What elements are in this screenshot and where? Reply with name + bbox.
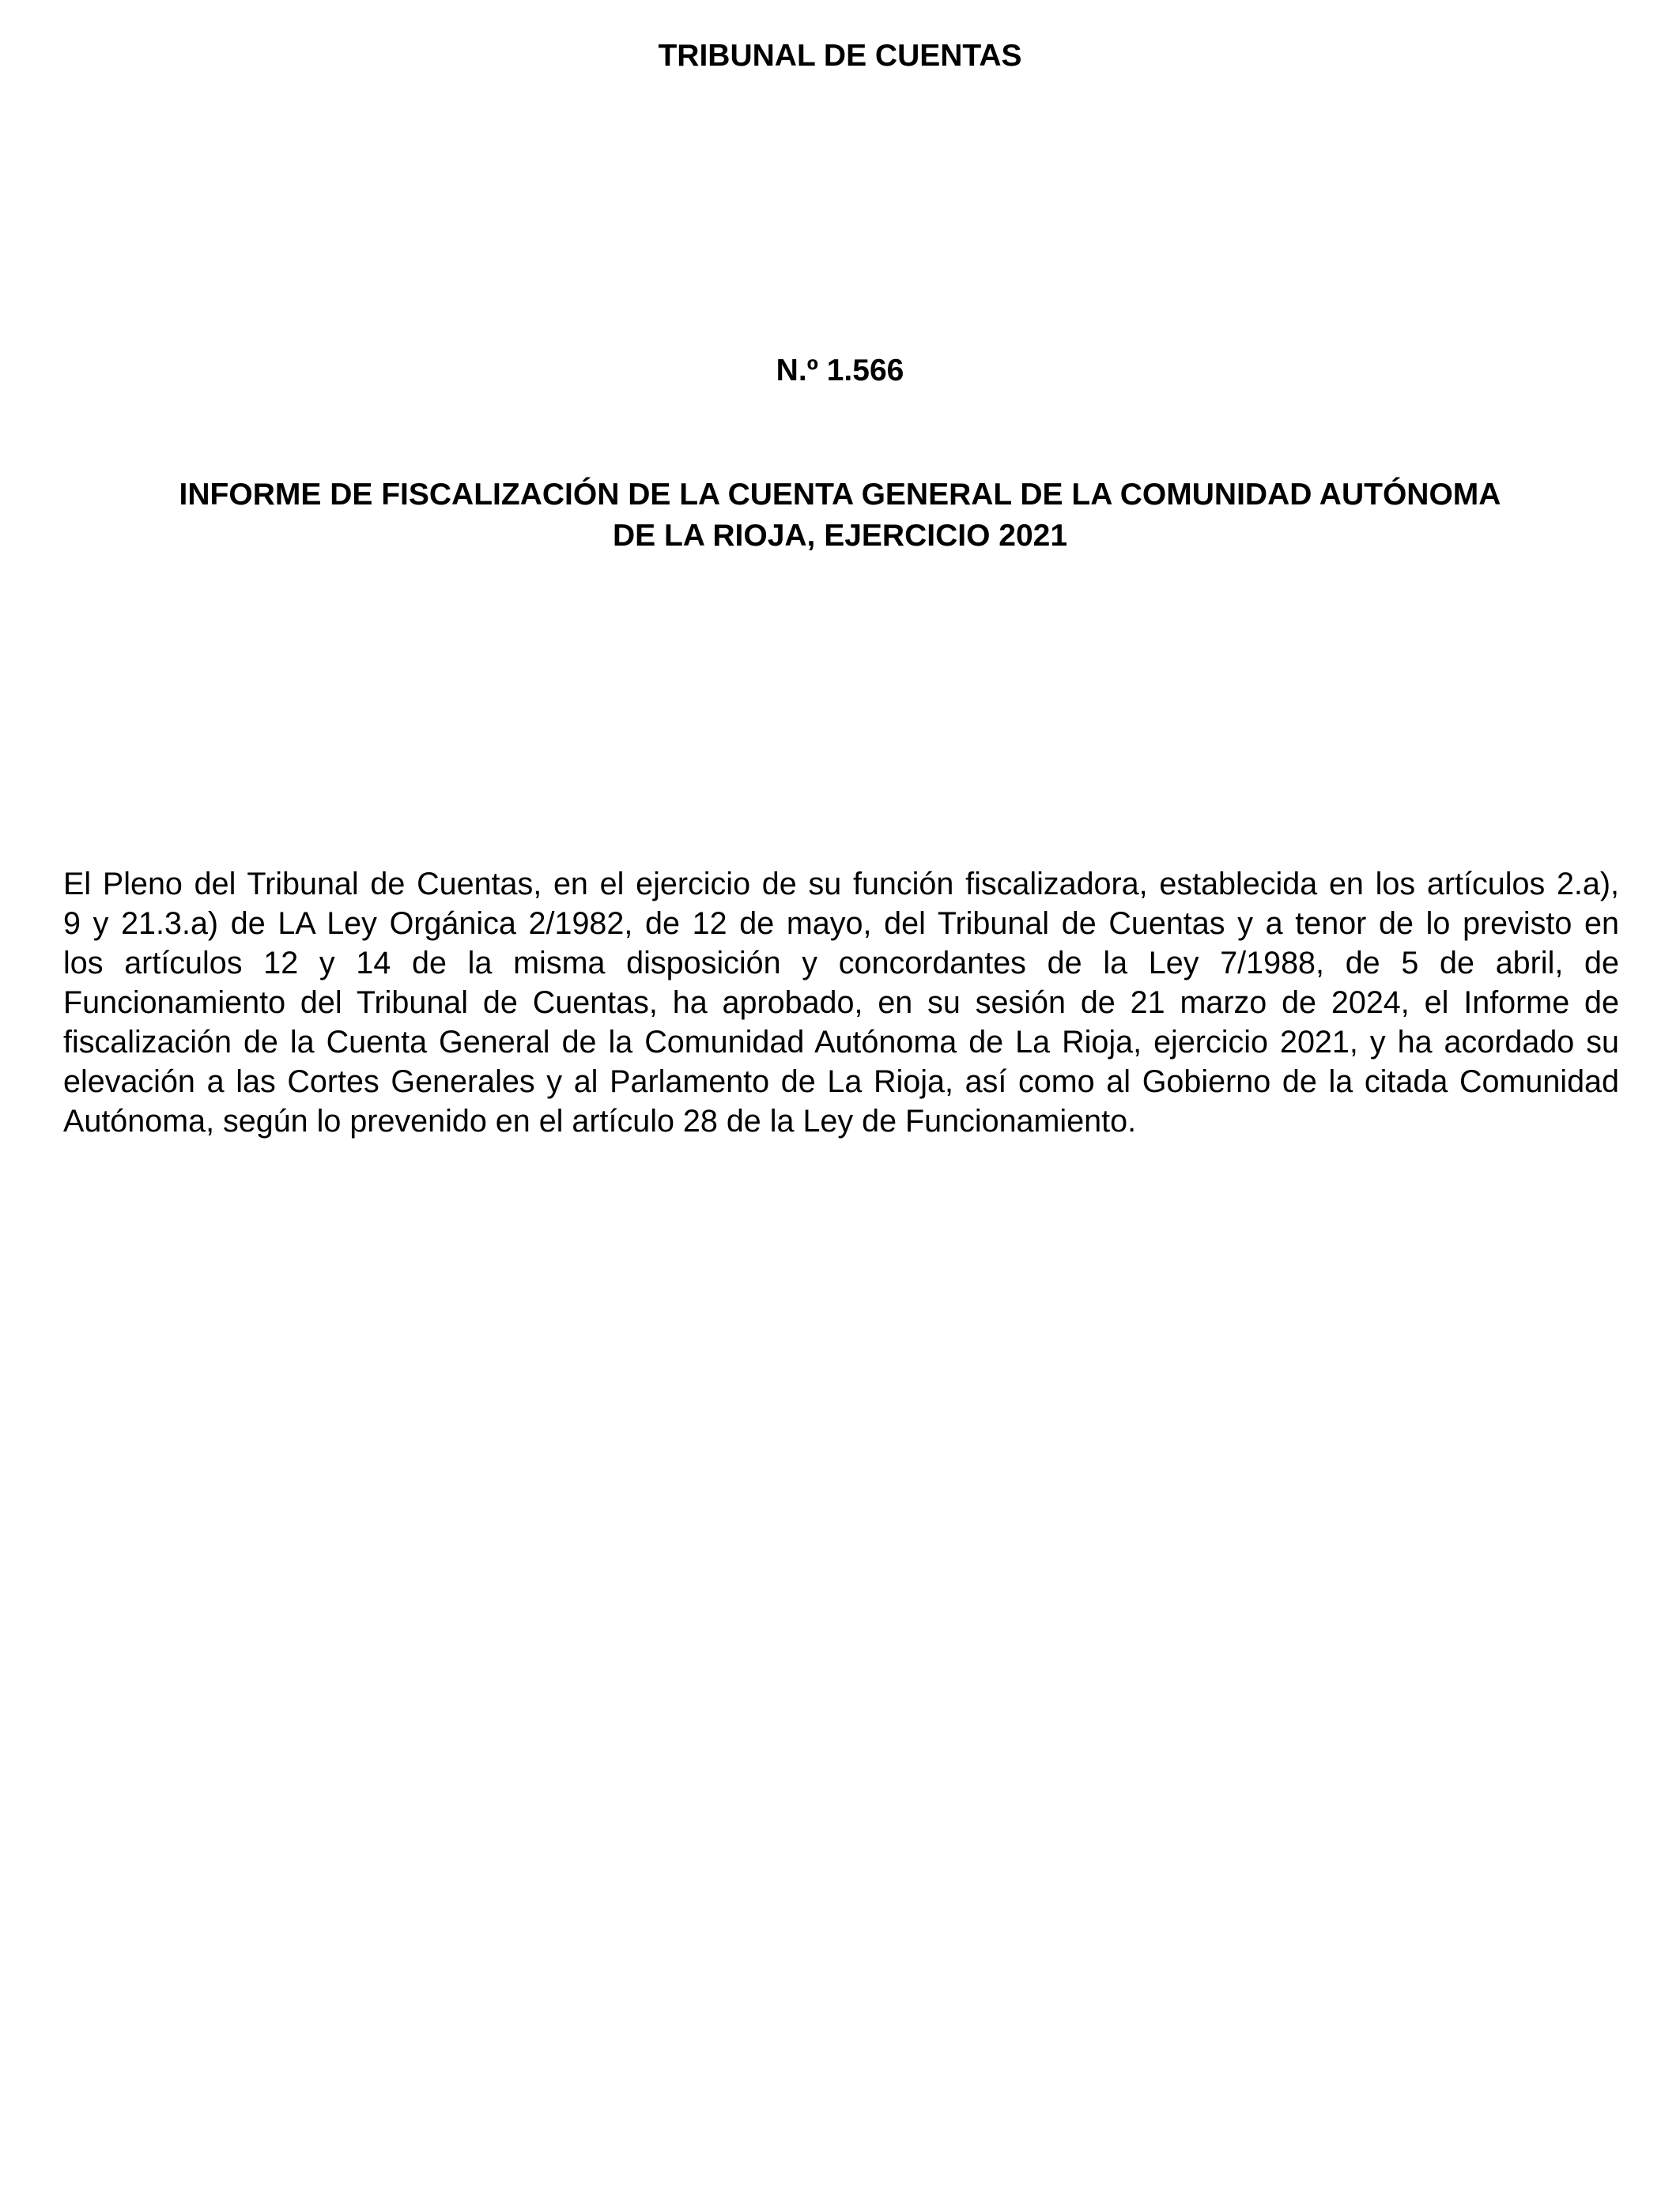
report-title (111, 474, 1569, 557)
report-number: N.º 1.566 (776, 353, 904, 387)
body-line: los artículos 12 y 14 de la misma disposición y concordantes de la Ley 7/1988, de 5 de abril, de (63, 946, 1619, 980)
organization-header: TRIBUNAL DE CUENTAS (658, 39, 1022, 73)
report-title-line: DE LA RIOJA, EJERCICIO 2021 (612, 519, 1068, 553)
report-title-line: INFORME DE FISCALIZACIÓN DE LA CUENTA GENERAL DE LA COMUNIDAD AUTÓNOMA (179, 478, 1501, 512)
body-line: fiscalización de la Cuenta General de la Comunidad Autónoma de La Rioja, ejercicio 2021, y ha acordado su (63, 1025, 1619, 1060)
body-line: elevación a las Cortes Generales y al Parlamento de La Rioja, así como al Gobierno de la citada Comunidad (63, 1064, 1619, 1099)
body-line: 9 y 21.3.a) de LA Ley Orgánica 2/1982, de 12 de mayo, del Tribunal de Cuentas y a tenor de lo previsto en (63, 906, 1619, 941)
body-line: Autónoma, según lo prevenido en el artículo 28 de la Ley de Funcionamiento. (63, 1104, 1137, 1139)
body-line: El Pleno del Tribunal de Cuentas, en el ejercicio de su función fiscalizadora, establecida en los artículos 2.a), (63, 867, 1619, 901)
body-paragraph (63, 864, 1619, 1141)
body-line: Funcionamiento del Tribunal de Cuentas, ha aprobado, en su sesión de 21 marzo de 2024, el Informe de (63, 985, 1619, 1020)
